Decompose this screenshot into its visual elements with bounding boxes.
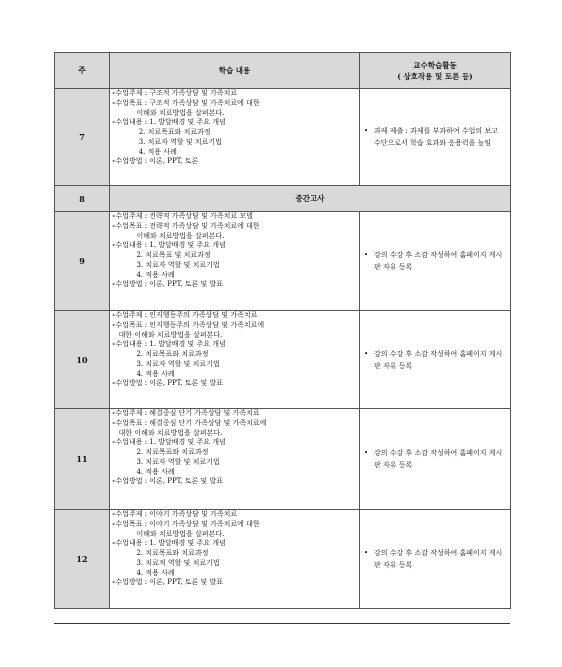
content-line: 2. 치료목표와 치료과정 bbox=[112, 128, 211, 136]
activity-cell bbox=[360, 212, 511, 311]
week-row-12 bbox=[55, 510, 511, 609]
content-line: 3. 치료자 역할 및 치료기법 bbox=[112, 137, 222, 146]
header-row bbox=[55, 53, 511, 89]
bullet-icon: • bbox=[364, 251, 369, 259]
week-number: 7 bbox=[55, 89, 110, 186]
content-line: ∘수업방법 : 이론, PPT, 토론 및 발표 bbox=[112, 379, 224, 388]
week-number: 8 bbox=[55, 186, 110, 212]
content-line: 2. 치료목표 및 치료과정 bbox=[112, 251, 211, 259]
content-line: ∘수업방법 : 이론, PPT, 토론 bbox=[112, 157, 199, 166]
bullet-icon: • bbox=[364, 349, 369, 358]
activity-text: 강의 수강 후 소감 작성하여 홈페이지 게시판 자유 등록 bbox=[374, 549, 503, 569]
bullet-icon: • bbox=[364, 127, 369, 135]
activity-text: 강의 수강 후 소감 작성하여 홈페이지 게시판 자유 등록 bbox=[374, 251, 503, 271]
content-line: 대한 이해와 치료방법을 살펴본다. bbox=[112, 330, 223, 339]
content-line: 4. 적용 사례 bbox=[112, 270, 175, 279]
content-line: ∘수업주제 : 해결중심 단기 가족상담 및 가족치료 bbox=[112, 409, 260, 417]
content-line: ∘수업목표 : 전략적 가족상담 및 가족치료에 대한 bbox=[112, 221, 260, 230]
content-line: ∘수업목표 : 구조적 가족상담 및 가족치료에 대한 bbox=[112, 98, 260, 107]
content-line: ∘수업내용 : 1. 발달배경 및 주요 개념 bbox=[112, 118, 226, 127]
activity-cell bbox=[360, 311, 511, 409]
activity-text: 강의 수강 후 소감 작성하여 홈페이지 게시판 자유 등록 bbox=[374, 449, 503, 469]
content-line: ∘수업주제 : 인지행동주의 가족상담 및 가족치료 bbox=[112, 311, 258, 319]
activity-cell bbox=[360, 409, 511, 510]
content-line: 3. 치료자 역할 및 치료기법 bbox=[112, 359, 220, 368]
page-bottom-rule bbox=[54, 623, 510, 624]
lesson-content bbox=[110, 311, 360, 409]
content-line: 2. 치료목표와 치료과정 bbox=[112, 350, 209, 358]
lesson-content bbox=[110, 510, 360, 609]
content-line: 이해와 치료방법을 살펴본다. bbox=[112, 231, 225, 240]
week-row-8 bbox=[55, 186, 511, 212]
lesson-content bbox=[110, 409, 360, 510]
content-line: ∘수업내용 : 1. 발달배경 및 주요 개념 bbox=[112, 241, 226, 250]
content-line: 3. 치료적 역할 및 치료기법 bbox=[112, 558, 220, 567]
content-line: ∘수업주제 : 구조적 가족상담 및 가족치료 bbox=[112, 89, 238, 97]
content-line: 4. 적용 사례 bbox=[112, 147, 177, 156]
content-line: ∘수업내용 : 1. 발달배경 및 주요 개념 bbox=[112, 340, 226, 349]
content-line: ∘수업목표 : 인지행동주의 가족상담 및 가족치료에 bbox=[112, 320, 265, 329]
content-line: ∘수업내용 : 1. 발달배경 및 주요 개념 bbox=[112, 438, 226, 447]
activity-text: 과제 제출 : 과제를 부과하여 수업의 보고 수단으로서 학습 효과와 응용력을 높임 bbox=[374, 127, 498, 147]
content-line: 3. 치료자 역할 및 치료기법 bbox=[112, 457, 220, 466]
activity-cell bbox=[360, 510, 511, 609]
week-row-7 bbox=[55, 89, 511, 186]
header-week: 주 bbox=[55, 53, 110, 89]
lesson-content bbox=[110, 89, 360, 186]
content-line: 이해와 치료방법을 살펴본다. bbox=[112, 529, 225, 538]
bullet-icon: • bbox=[364, 449, 369, 457]
content-line: ∘수업방법 : 이론, PPT, 토론 및 발표 bbox=[112, 280, 224, 289]
content-line: 4. 적용 사례 bbox=[112, 568, 175, 577]
week-number: 11 bbox=[55, 409, 110, 510]
content-line: ∘수업방법 : 이론, PPT, 토론 및 발표 bbox=[112, 578, 224, 587]
week-row-9 bbox=[55, 212, 511, 311]
content-line: 4. 적용 사례 bbox=[112, 369, 175, 378]
content-line: 2. 치료목표와 치료과정 bbox=[112, 549, 209, 557]
header-activity-line2: ( 상호작용 및 토론 등) bbox=[397, 71, 473, 81]
lesson-content bbox=[110, 212, 360, 311]
activity-cell bbox=[360, 89, 511, 186]
content-line: 4. 적용 사례 bbox=[112, 467, 175, 476]
syllabus-table bbox=[54, 52, 511, 609]
week-row-11 bbox=[55, 409, 511, 510]
midterm-label: 중간고사 bbox=[110, 186, 511, 212]
content-line: 대한 이해와 치료방법을 살펴본다. bbox=[112, 428, 223, 437]
week-row-10 bbox=[55, 311, 511, 409]
content-line: ∘수업주제 : 이야기 가족상담 및 가족치료 bbox=[112, 510, 238, 518]
header-content: 학습 내용 bbox=[110, 53, 360, 89]
activity-text: 강의 수강 후 소감 작성하여 홈페이지 게시판 자유 등록 bbox=[374, 349, 503, 370]
week-number: 12 bbox=[55, 510, 110, 609]
content-line: ∘수업방법 : 이론, PPT, 토론 및 발표 bbox=[112, 477, 224, 486]
week-number: 10 bbox=[55, 311, 110, 409]
content-line: ∘수업내용 : 1. 발달배경 및 주요 개념 bbox=[112, 539, 226, 548]
content-line: ∘수업목표 : 이야기 가족상담 및 가족치료에 대한 bbox=[112, 519, 260, 528]
content-line: 이해와 치료방법을 살펴본다. bbox=[112, 108, 225, 117]
header-activity-line1: 교수학습활동 bbox=[413, 60, 457, 70]
content-line: 3. 치료자 역할 및 치료기법 bbox=[112, 260, 220, 269]
content-line: ∘수업주제 : 전략적 가족상담 및 가족치료 모델 bbox=[112, 212, 253, 220]
bullet-icon: • bbox=[364, 549, 369, 557]
week-number: 9 bbox=[55, 212, 110, 311]
content-line: 2. 치료목표와 치료과정 bbox=[112, 448, 209, 456]
header-activity bbox=[360, 53, 511, 89]
content-line: ∘수업목표 : 해결중심 단기 가족상담 및 가족치료에 bbox=[112, 418, 267, 427]
